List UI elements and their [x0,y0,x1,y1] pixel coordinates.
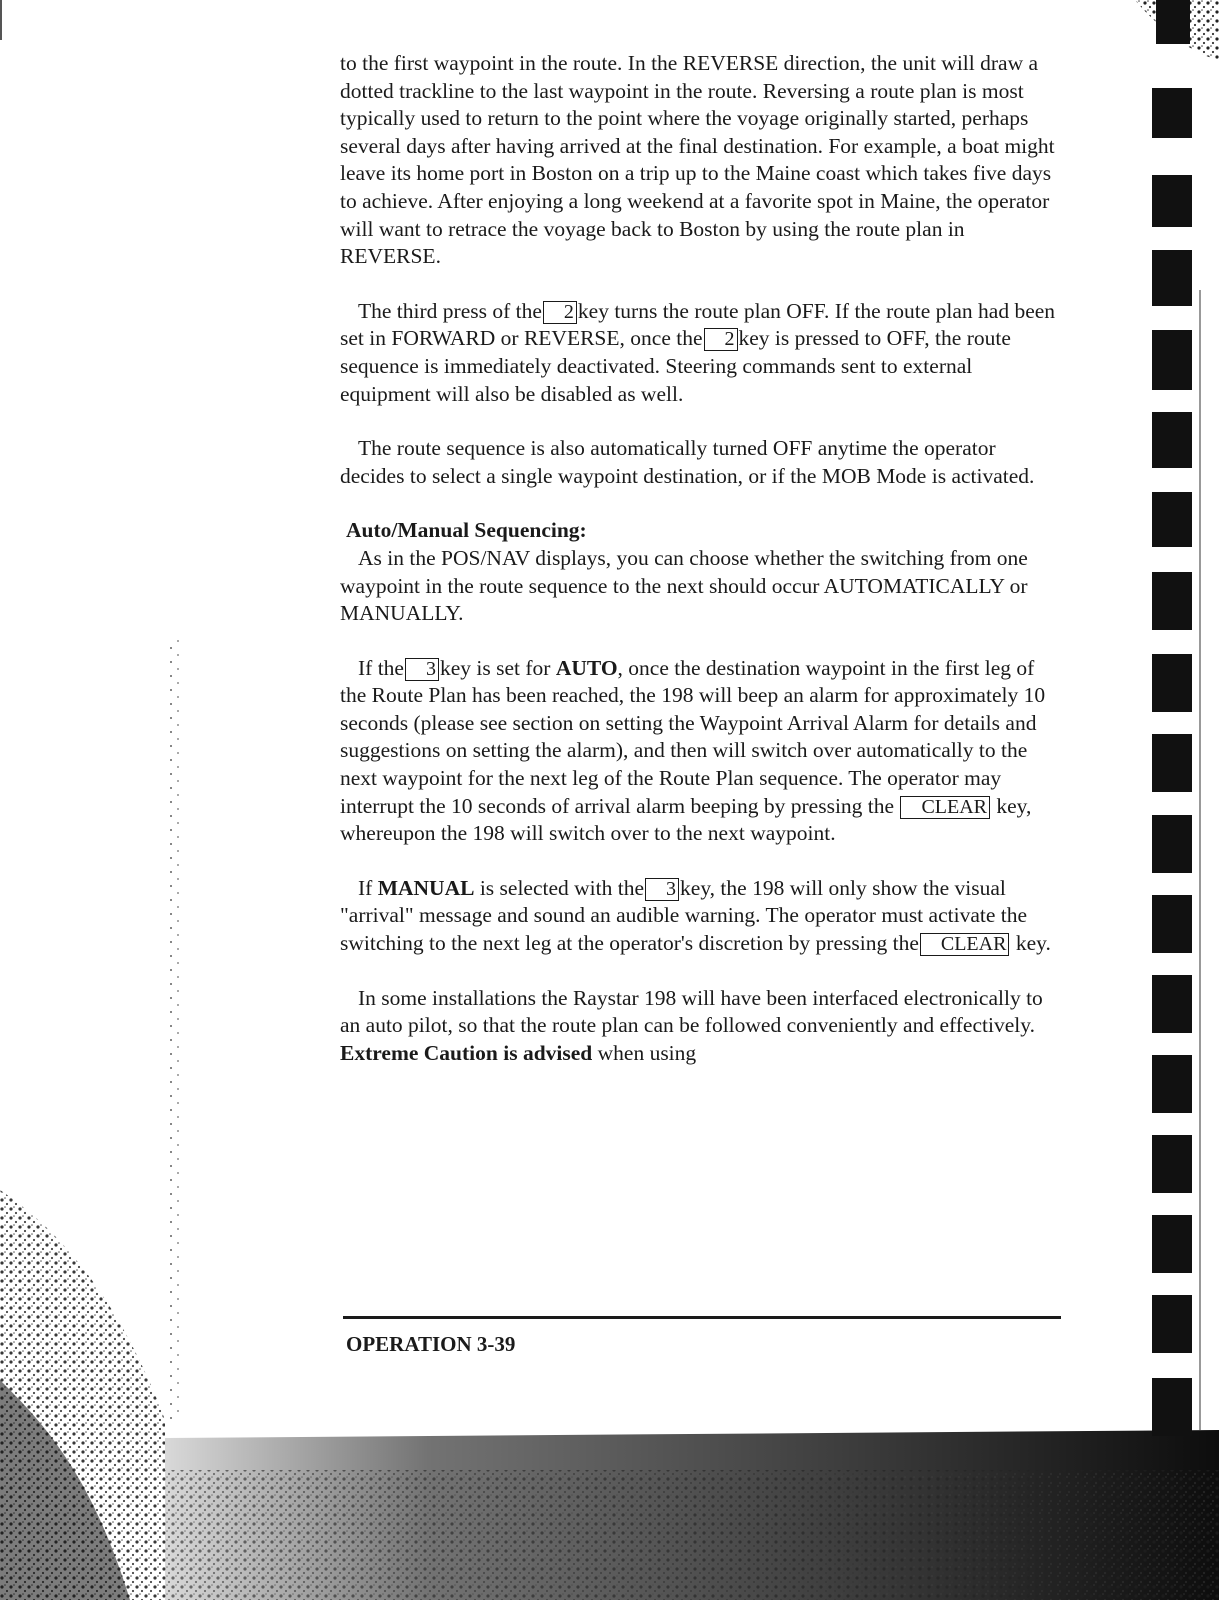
binder-tab [1152,895,1192,953]
binder-tab [1152,412,1192,468]
binder-tab [1152,330,1192,390]
footer-rule [343,1316,1061,1319]
section-heading: Auto/Manual Sequencing: [346,518,587,543]
text-run: to the first waypoint in the route. In the REVERSE direction, the unit will draw a dotted trackline to the last waypoint in the route. Reversing a route plan is most typically used to return to the point where the voyage originally started, perhaps several days after having arrived at the final destination. For example, a boat might leave its home port in Boston on a trip up to the Maine coast which takes five days to achieve. After enjoying a long weekend at a favorite spot in Maine, the operator will want to retrace the voyage back to Boston by using the route plan in REVERSE. [340,51,1055,269]
key-2-glyph: 2 [543,301,577,324]
text-run: when using [597,1040,697,1065]
body-text [340,50,1060,1094]
paragraph-auto-mode [340,655,1060,848]
text-run: key, the 198 will only show the visual "arrival" message and sound an audible warning. The operator must activate the switching to the next leg at the operator's discretion by pressing the [340,875,1028,956]
clear-key-glyph: CLEAR [900,796,990,819]
binder-tab [1152,1378,1192,1436]
text-run: is selected with the [479,875,645,900]
paragraph-auto-off [340,435,1060,490]
binder-tab [1152,815,1192,873]
text-run: key. [1015,931,1051,956]
text-run: , once the destination waypoint in the first leg of the Route Plan has been reached, the 198 will beep an alarm for approximately 10 seconds (please see section on setting the Waypoint Arrival Alarm for details and suggestions on setting the alarm), and then will switch over automatically to the next waypoint for the next leg of the Route Plan sequence. The operator may interrupt the 10 seconds of arrival alarm beeping by pressing the [340,655,1046,818]
text-run: In some installations the Raystar 198 will have been interfaced electronically to an auto pilot, so that the route plan can be followed conveniently and effectively. [340,985,1043,1038]
binder-tab [1152,734,1192,792]
binder-tab [1152,492,1192,547]
bold-term: AUTO [555,655,618,680]
binder-tab [1152,572,1192,630]
clear-key-glyph: CLEAR [920,933,1010,956]
text-run: key is set for [439,655,551,680]
text-run: The third press of the [358,298,542,323]
binder-tab [1152,1295,1192,1353]
text-run: If [358,875,373,900]
text-run: key, whereupon the 198 will switch over to the next waypoint. [340,793,1032,846]
text-run: If the [358,655,404,680]
bold-term: MANUAL [377,875,475,900]
binder-tab [1152,975,1192,1033]
paragraph-manual-mode [340,875,1060,958]
page-footer: OPERATION 3-39 [346,1332,516,1356]
binder-tab [1152,1215,1192,1273]
text-run: key turns the route plan OFF. If the route plan had been set in FORWARD or REVERSE, once the [340,298,1056,351]
text-run: key is pressed to OFF, the route sequence is immediately deactivated. Steering commands sent to external equipment will also be disabled as well. [340,326,1011,406]
paragraph-reverse-route [340,50,1060,271]
paragraph-autopilot [340,985,1060,1068]
binder-tab [1152,175,1192,227]
paragraph-route-off [340,298,1060,408]
binder-tab [1152,88,1192,138]
key-3-glyph: 3 [645,878,679,901]
binder-tab [1152,1055,1192,1113]
text-run: The route sequence is also automatically turned OFF anytime the operator decides to select a single waypoint destination, or if the MOB Mode is activated. [340,436,1035,488]
key-2-glyph: 2 [704,328,738,351]
paragraph-sequencing-intro [340,545,1060,628]
key-3-glyph: 3 [405,658,439,681]
bold-warning: Extreme Caution is advised [340,1040,593,1065]
binder-tab [1152,1135,1192,1193]
text-run: As in the POS/NAV displays, you can choose whether the switching from one waypoint in the route sequence to the next should occur AUTOMATICALLY or MANUALLY. [340,545,1028,626]
binder-tab [1152,250,1192,306]
binder-tab [1152,654,1192,712]
